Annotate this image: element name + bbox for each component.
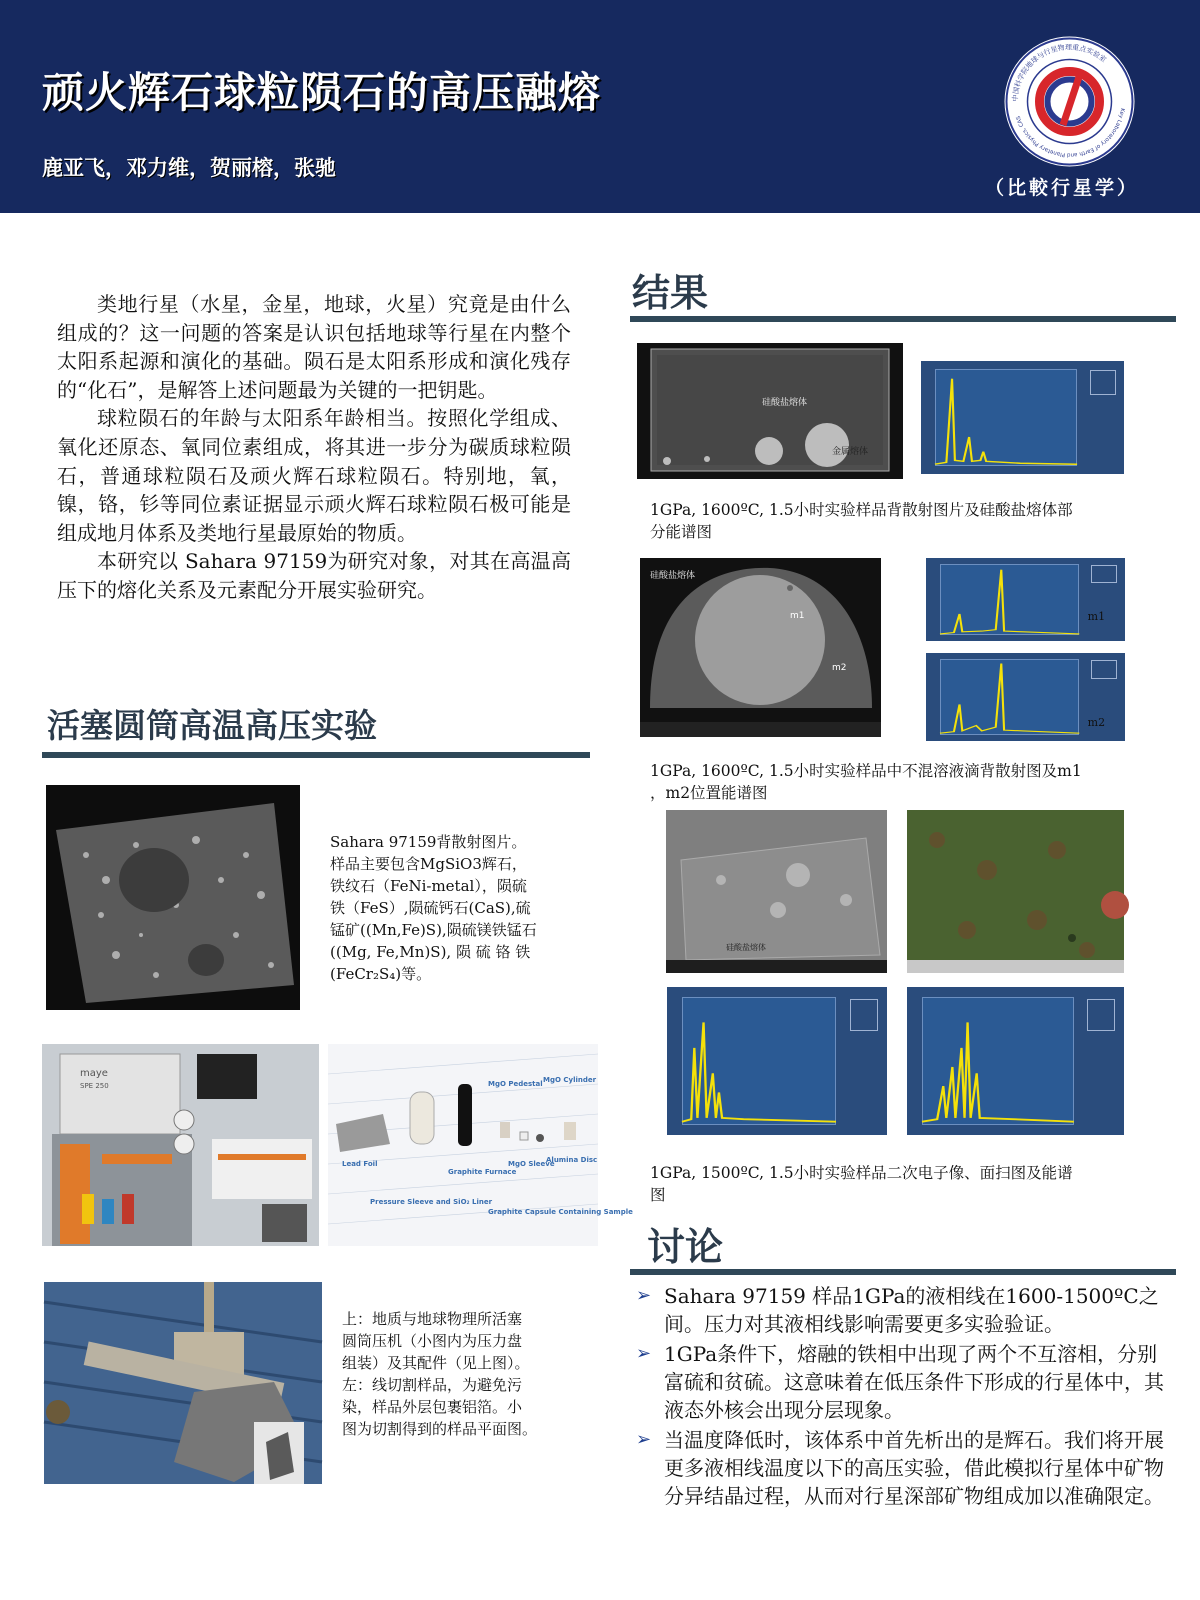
sample-caption	[330, 831, 575, 985]
discussion-item	[636, 1282, 1172, 1338]
department-label: （比較行星学）	[985, 177, 1140, 199]
sample-caption-line: (FeCr₂S₄)等。	[330, 965, 432, 983]
intro-text	[57, 290, 571, 605]
logo-subtext: Key Laboratory of Earth and Planetary Physics, CAS	[1015, 107, 1126, 158]
label-mgo-cylinder: MgO Cylinder	[543, 1076, 597, 1084]
fig3-element-map	[907, 810, 1124, 973]
sample-caption-line: ((Mg, Fe,Mn)S), 陨 硫 铬 铁	[330, 943, 531, 961]
equipment-notes	[342, 1308, 587, 1440]
fig1-bse-image	[637, 343, 903, 479]
fig2-spectrum-label-m1: m1	[1087, 609, 1106, 623]
sample-caption-line: 铁纹石（FeNi-metal），陨硫	[330, 877, 527, 895]
discussion-rule	[630, 1269, 1176, 1275]
fig3-label-silicate: 硅酸盐熔体	[726, 943, 766, 952]
wire-cut-sample-photo	[44, 1282, 322, 1484]
discussion-item	[636, 1340, 1172, 1424]
sample-caption-line: Sahara 97159背散射图片。	[330, 833, 527, 851]
intro-paragraph-3: 本研究以 Sahara 97159为研究对象，对其在高温高压下的熔化关系及元素配分开展实验研究。	[57, 549, 571, 602]
header-banner	[0, 0, 1200, 213]
fig2-caption-line: 1GPa, 1600ºC, 1.5小时实验样品中不混溶液滴背散射图及m1	[650, 762, 1082, 780]
fig1-label-silicate: 硅酸盐熔体	[762, 398, 808, 408]
fig2-spectrum-m1	[926, 558, 1125, 641]
press-brand: maye	[80, 1068, 108, 1079]
label-mgo-sleeve: MgO Sleeve	[508, 1160, 555, 1168]
label-mgo-pedestal: MgO Pedestal	[488, 1080, 543, 1088]
fig1-caption	[650, 499, 1160, 543]
notes-line: 染，样品外层包裹铝箔。小	[342, 1398, 523, 1416]
arrow-bullet-icon: ➢	[636, 1429, 652, 1450]
sample-caption-line: 样品主要包含MgSiO3辉石，	[330, 855, 527, 873]
discussion-item-text: Sahara 97159 样品1GPa的液相线在1600-1500ºC之间。压力对其液相线影响需要更多实验验证。	[664, 1284, 1159, 1336]
label-graphite-capsule: Graphite Capsule Containing Sample	[488, 1208, 633, 1216]
piston-cylinder-press-photo	[42, 1044, 319, 1246]
fig1-caption-line: 1GPa, 1600ºC, 1.5小时实验样品背散射图片及硅酸盐熔体部	[650, 501, 1073, 519]
sample-bse-image	[46, 785, 300, 1010]
label-pressure-sleeve: Pressure Sleeve and SiO₂ Liner	[370, 1198, 493, 1206]
discussion-heading: 讨论	[647, 1225, 724, 1269]
press-model: SPE 250	[80, 1082, 109, 1090]
sample-caption-line: 锰矿((Mn,Fe)S),陨硫镁铁锰石	[330, 921, 537, 939]
experiment-rule	[42, 752, 590, 758]
authors: 鹿亚飞，邓力维，贺丽榕，张驰	[42, 156, 336, 180]
fig3-caption-line: 图	[650, 1186, 666, 1204]
sample-caption-line: 铁（FeS）,陨硫钙石(CaS),硫	[330, 899, 531, 917]
label-graphite-furnace: Graphite Furnace	[448, 1168, 517, 1176]
fig2-spectrum-m2	[926, 653, 1125, 741]
intro-paragraph-2: 球粒陨石的年龄与太阳系年龄相当。按照化学组成、氧化还原态、氧同位素组成，将其进一步分为碳质球粒陨石，普通球粒陨石及顽火辉石球粒陨石。特别地，氧，镍，铬，钐等同位素证据显示顽火辉石球粒陨石极可能是组成地月体系及类地行星最原始的物质。	[57, 406, 571, 545]
discussion-item-text: 1GPa条件下，熔融的铁相中出现了两个不互溶相，分别富硫和贫硫。这意味着在低压条件下形成的行星体中，其液态外核会出现分层现象。	[664, 1342, 1164, 1422]
results-heading: 结果	[632, 271, 709, 315]
fig3-caption-line: 1GPa, 1500ºC, 1.5小时实验样品二次电子像、面扫图及能谱	[650, 1164, 1073, 1182]
fig3-caption	[650, 1162, 1170, 1206]
poster-title: 顽火辉石球粒陨石的高压融熔	[42, 68, 602, 117]
notes-line: 上：地质与地球物理所活塞	[342, 1310, 523, 1328]
discussion-list	[636, 1282, 1172, 1512]
fig1-spectrum	[921, 361, 1124, 474]
notes-line: 左：线切割样品，为避免污	[342, 1376, 523, 1394]
fig2-bse-image	[640, 558, 881, 737]
fig2-caption-line: ，m2位置能谱图	[650, 784, 768, 802]
label-lead-foil: Lead Foil	[342, 1160, 378, 1168]
logo-text: 中国科学院地球与行星物理重点实验室	[1011, 43, 1108, 102]
intro-paragraph-1: 类地行星（水星，金星，地球，火星）究竟是由什么组成的？这一问题的答案是认识包括地球等行星在内整个太阳系起源和演化的基础。陨石是太阳系形成和演化残存的“化石”，是解答上述问题最为关键的一把钥匙。	[57, 292, 571, 402]
arrow-bullet-icon: ➢	[636, 1343, 652, 1364]
fig2-label-m2: m2	[832, 663, 847, 673]
experiment-heading: 活塞圆筒高温高压实验	[47, 706, 377, 745]
fig2-label-m1: m1	[790, 611, 805, 621]
fig3-se-image	[666, 810, 887, 973]
fig3-spectrum-right	[907, 987, 1124, 1135]
notes-line: 组装）及其配件（见上图）。	[342, 1354, 530, 1372]
assembly-parts-photo	[328, 1044, 633, 1246]
fig2-caption	[650, 760, 1170, 804]
discussion-item	[636, 1426, 1172, 1510]
discussion-item-text: 当温度降低时，该体系中首先析出的是辉石。我们将开展更多液相线温度以下的高压实验，借此模拟行星体中矿物分异结晶过程，从而对行星深部矿物组成加以准确限定。	[664, 1428, 1164, 1508]
label-alumina-disc: Alumina Disc	[546, 1156, 598, 1164]
notes-line: 圆筒压机（小图内为压力盘	[342, 1332, 523, 1350]
fig2-label-silicate: 硅酸盐熔体	[650, 571, 696, 581]
fig3-spectrum-left	[667, 987, 887, 1135]
fig1-caption-line: 分能谱图	[650, 523, 713, 541]
lab-logo	[1003, 35, 1136, 168]
arrow-bullet-icon: ➢	[636, 1285, 652, 1306]
notes-line: 图为切割得到的样品平面图。	[342, 1420, 538, 1438]
results-rule	[630, 316, 1176, 322]
fig1-label-metal: 金属熔体	[832, 447, 869, 457]
fig2-spectrum-label-m2: m2	[1087, 715, 1106, 729]
